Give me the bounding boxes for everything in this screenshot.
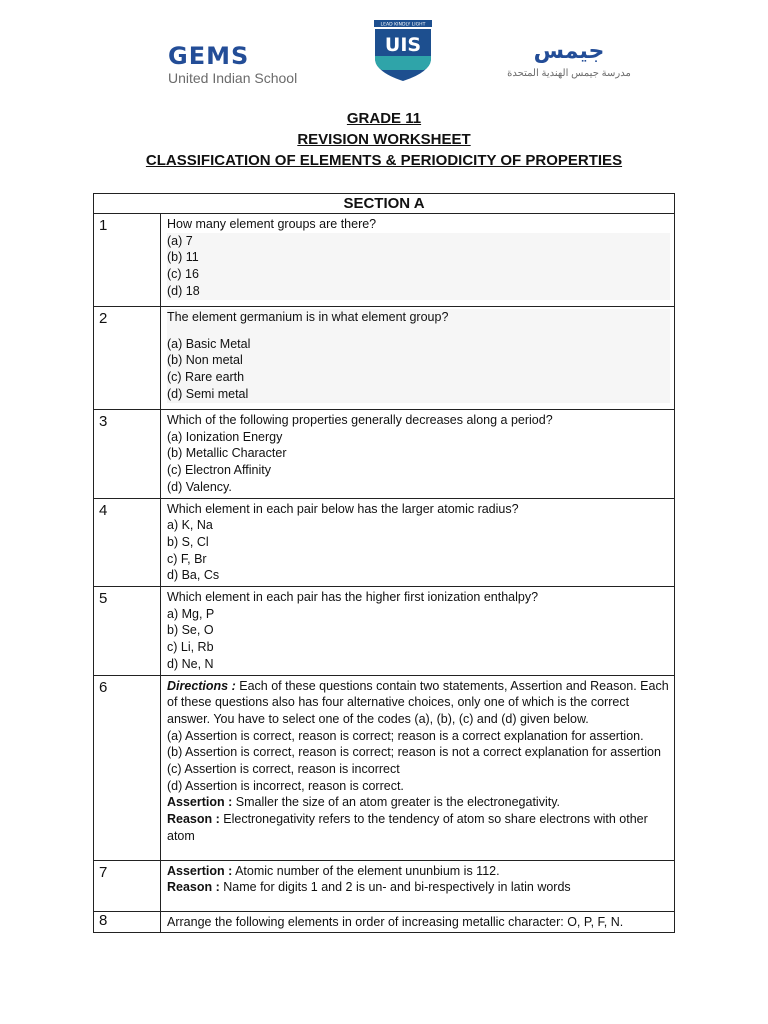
option: (b) Assertion is correct, reason is correct; reason is not a correct explanation for assertion — [167, 745, 661, 760]
gems-logo — [168, 44, 297, 86]
option: (d) Semi metal — [167, 386, 249, 401]
assertion-label: Assertion : — [167, 863, 233, 878]
option: b) Se, O — [167, 623, 214, 638]
option: d) Ne, N — [167, 656, 214, 671]
reason-text: Reason : Electronegativity refers to the tendency of atom so share electrons with other atom — [167, 812, 648, 843]
question-row — [94, 498, 675, 587]
option: (c) Electron Affinity — [167, 463, 271, 478]
directions-text: Directions : Each of these questions contain two statements, Assertion and Reason. Each of these questions also has four alternative choices, only one of which is the correct answer. You have to select one of the codes (a), (b), (c) and (d) given below. — [167, 678, 669, 726]
option: (c) 16 — [167, 267, 199, 282]
section-header: SECTION A — [94, 194, 675, 214]
assertion-label: Assertion : — [167, 795, 233, 810]
gems-logo-text: GEMS — [168, 42, 250, 70]
question-cell — [161, 307, 675, 410]
question-number: 7 — [94, 860, 161, 911]
question-cell — [161, 410, 675, 499]
option: d) Ba, Cs — [167, 568, 220, 583]
question-row — [94, 675, 675, 860]
gems-school-name: United Indian School — [168, 70, 298, 86]
option: (c) Rare earth — [167, 370, 245, 385]
question-cell — [161, 675, 675, 860]
arabic-school-name: مدرسة جيمس الهندية المتحدة — [507, 68, 631, 79]
question-row — [94, 587, 675, 676]
question-text: The element germanium is in what element group? — [167, 310, 449, 324]
reason-text: Reason : Name for digits 1 and 2 is un- and bi-respectively in latin words — [167, 880, 571, 895]
question-cell — [161, 860, 675, 911]
question-number: 8 — [94, 911, 161, 933]
assertion-text: Assertion : Smaller the size of an atom greater is the electronegativity. — [167, 795, 561, 810]
worksheet-title: REVISION WORKSHEET — [297, 131, 471, 148]
uis-shield-logo — [372, 20, 434, 82]
question-number: 4 — [94, 498, 161, 587]
arabic-logo-text: جيمس — [533, 39, 605, 64]
question-row — [94, 214, 675, 307]
question-row — [94, 911, 675, 933]
assertion-text: Assertion : Atomic number of the element ununbium is 112. — [167, 863, 500, 878]
uis-motto: LEAD KINDLY LIGHT — [380, 22, 426, 28]
option: (a) Basic Metal — [167, 336, 251, 351]
question-text: Which of the following properties generally decreases along a period? — [167, 413, 553, 427]
question-text: How many element groups are there? — [167, 217, 377, 231]
option: c) Li, Rb — [167, 640, 214, 655]
question-row — [94, 860, 675, 911]
question-row — [94, 410, 675, 499]
reason-label: Reason : — [167, 812, 220, 827]
directions-label: Directions : — [167, 678, 236, 693]
option: (b) 11 — [167, 250, 199, 265]
worksheet-titles — [0, 108, 768, 171]
option: (a) 7 — [167, 233, 193, 248]
option: (a) Assertion is correct, reason is correct; reason is a correct explanation for assertion. — [167, 728, 644, 743]
option: (d) Valency. — [167, 479, 232, 494]
question-text: Which element in each pair below has the larger atomic radius? — [167, 501, 519, 516]
uis-logo-text: UIS — [384, 34, 422, 56]
question-number: 6 — [94, 675, 161, 860]
question-number: 3 — [94, 410, 161, 499]
option: (d) Assertion is incorrect, reason is correct. — [167, 778, 404, 793]
reason-label: Reason : — [167, 880, 220, 895]
question-text: Arrange the following elements in order of increasing metallic character: O, P, F, N. — [161, 911, 675, 933]
option: c) F, Br — [167, 551, 207, 566]
option: (a) Ionization Energy — [167, 429, 283, 444]
option: (b) Metallic Character — [167, 446, 287, 461]
option: (c) Assertion is correct, reason is incorrect — [167, 762, 400, 777]
grade-title: GRADE 11 — [346, 110, 422, 127]
question-row — [94, 307, 675, 410]
option: a) K, Na — [167, 518, 213, 533]
option: (b) Non metal — [167, 353, 243, 368]
option: (d) 18 — [167, 283, 200, 298]
option: a) Mg, P — [167, 606, 215, 621]
questions-table — [93, 193, 675, 933]
option: b) S, Cl — [167, 534, 209, 549]
arabic-logo — [494, 40, 644, 79]
options-block — [167, 309, 670, 403]
options-block — [167, 233, 670, 300]
question-number: 5 — [94, 587, 161, 676]
topic-title: CLASSIFICATION OF ELEMENTS & PERIODICITY OF PROPERTIES — [145, 152, 623, 169]
question-cell — [161, 498, 675, 587]
question-text: Which element in each pair has the higher first ionization enthalpy? — [167, 590, 539, 605]
question-cell — [161, 214, 675, 307]
question-cell — [161, 587, 675, 676]
question-number: 2 — [94, 307, 161, 410]
question-number: 1 — [94, 214, 161, 307]
